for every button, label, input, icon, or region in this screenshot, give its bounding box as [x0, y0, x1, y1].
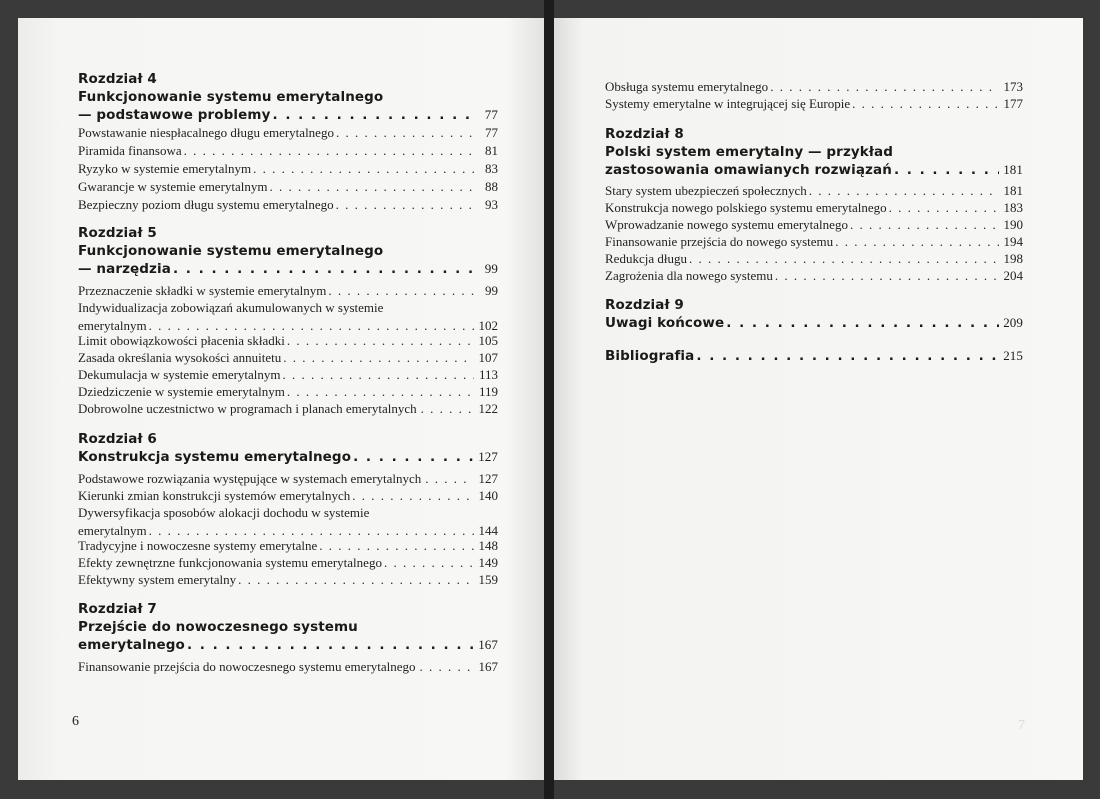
- toc-entry[interactable]: [78, 554, 498, 572]
- toc-entry[interactable]: [605, 95, 1023, 113]
- entry-title-line: Indywidualizacja zobowiązań akumulowanych w systemie: [78, 300, 384, 315]
- entry-page-number: 144: [478, 522, 498, 538]
- entry-title: Dziedziczenie w systemie emerytalnym: [78, 384, 285, 399]
- toc-entry[interactable]: [605, 199, 1023, 217]
- chapter-4-heading[interactable]: [78, 70, 498, 124]
- chapter-title-line: Funkcjonowanie systemu emerytalnego: [78, 243, 384, 259]
- toc-entry[interactable]: [78, 160, 498, 178]
- toc-entry[interactable]: [605, 78, 1023, 96]
- entry-page-number: 77: [485, 125, 498, 140]
- toc-entry[interactable]: [78, 487, 498, 505]
- chapter-label: Rozdział 6: [78, 431, 157, 447]
- entry-title: Redukcja długu: [605, 251, 687, 266]
- chapter-label: Rozdział 4: [78, 71, 157, 87]
- chapter-title-line: Polski system emerytalny — przykład: [605, 144, 893, 160]
- toc-entry[interactable]: [605, 233, 1023, 251]
- entry-page-number: 177: [1003, 96, 1023, 111]
- entry-page-number: 140: [478, 488, 498, 503]
- entry-page-number: 148: [478, 538, 498, 553]
- chapter-page-number: 99: [484, 261, 498, 276]
- toc-entry[interactable]: [78, 299, 498, 334]
- entry-page-number: 149: [478, 555, 498, 570]
- toc-entry[interactable]: [78, 196, 498, 214]
- entry-page-number: 194: [1003, 234, 1023, 249]
- entry-page-number: 190: [1003, 217, 1023, 232]
- toc-entry[interactable]: [78, 658, 498, 676]
- entry-title: Podstawowe rozwiązania występujące w systemach emerytalnych: [78, 471, 422, 486]
- entry-title: Piramida finansowa: [78, 143, 182, 158]
- entry-page-number: 88: [485, 179, 498, 194]
- toc-entry[interactable]: [78, 537, 498, 555]
- chapter-9-heading[interactable]: [605, 296, 1023, 332]
- entry-page-number: 119: [478, 384, 498, 399]
- toc-entry[interactable]: [78, 383, 498, 401]
- entry-title: emerytalnym: [78, 317, 147, 333]
- chapter-title-line: Uwagi końcowe: [605, 315, 725, 331]
- chapter-6-heading[interactable]: [78, 430, 498, 466]
- toc-entry[interactable]: [78, 470, 498, 488]
- entry-page-number: 167: [478, 659, 498, 674]
- book-gutter: [544, 0, 554, 799]
- chapter-title-line: Konstrukcja systemu emerytalnego: [78, 449, 352, 465]
- entry-title: Systemy emerytalne w integrującej się Europie: [605, 96, 851, 111]
- entry-title-line: Dywersyfikacja sposobów alokacji dochodu w systemie: [78, 505, 370, 520]
- chapter-page-number: 77: [484, 107, 498, 122]
- entry-page-number: 159: [478, 572, 498, 587]
- chapter-label: Rozdział 7: [78, 601, 157, 617]
- bibliography-heading[interactable]: [605, 347, 1023, 365]
- entry-title: Finansowanie przejścia do nowoczesnego systemu emerytalnego: [78, 659, 416, 674]
- entry-title: Efekty zewnętrzne funkcjonowania systemu emerytalnego: [78, 555, 382, 570]
- toc-entry[interactable]: [78, 504, 498, 539]
- entry-title: emerytalnym: [78, 522, 147, 538]
- page-number-left: 6: [72, 714, 79, 729]
- entry-page-number: 105: [478, 333, 498, 348]
- chapter-title-line: emerytalnego: [78, 637, 185, 653]
- toc-entry[interactable]: [605, 216, 1023, 234]
- entry-page-number: 183: [1003, 200, 1023, 215]
- entry-page-number: 81: [485, 143, 498, 158]
- entry-title: Finansowanie przejścia do nowego systemu: [605, 234, 834, 249]
- chapter-page-number: 127: [478, 449, 498, 464]
- chapter-title-line: zastosowania omawianych rozwiązań: [605, 162, 892, 178]
- toc-entry[interactable]: [605, 182, 1023, 200]
- entry-page-number: 83: [485, 161, 498, 176]
- entry-title: Bezpieczny poziom długu systemu emerytalnego: [78, 197, 334, 212]
- entry-title: Powstawanie niespłacalnego długu emerytalnego: [78, 125, 334, 140]
- entry-page-number: 198: [1003, 251, 1023, 266]
- entry-title: Stary system ubezpieczeń społecznych: [605, 183, 807, 198]
- toc-entry[interactable]: [78, 124, 498, 142]
- entry-page-number: 99: [485, 283, 498, 298]
- entry-page-number: 181: [1003, 183, 1023, 198]
- entry-title: Gwarancje w systemie emerytalnym: [78, 179, 268, 194]
- chapter-title-line: Funkcjonowanie systemu emerytalnego: [78, 89, 384, 105]
- toc-entry[interactable]: [78, 400, 498, 418]
- entry-title: Obsługa systemu emerytalnego: [605, 79, 769, 94]
- chapter-label: Rozdział 8: [605, 126, 684, 142]
- chapter-title-line: Bibliografia: [605, 348, 695, 364]
- chapter-title-line: — narzędzia: [78, 261, 171, 277]
- entry-title: Zasada określania wysokości annuitetu: [78, 350, 282, 365]
- toc-entry[interactable]: [605, 267, 1023, 285]
- entry-title: Zagrożenia dla nowego systemu: [605, 268, 773, 283]
- entry-title: Tradycyjne i nowoczesne systemy emerytalne: [78, 538, 318, 553]
- entry-title: Efektywny system emerytalny: [78, 572, 237, 587]
- toc-entry[interactable]: [78, 349, 498, 367]
- entry-title: Dekumulacja w systemie emerytalnym: [78, 367, 281, 382]
- chapter-page-number: 215: [1003, 348, 1023, 363]
- entry-page-number: 173: [1003, 79, 1023, 94]
- entry-title: Przeznaczenie składki w systemie emerytalnym: [78, 283, 327, 298]
- entry-page-number: 204: [1003, 268, 1023, 283]
- toc-entry[interactable]: [605, 250, 1023, 268]
- entry-page-number: 127: [478, 471, 498, 486]
- chapter-title-line: — podstawowe problemy: [78, 107, 271, 123]
- chapter-page-number: 167: [478, 637, 498, 652]
- chapter-label: Rozdział 5: [78, 225, 157, 241]
- chapter-title-line: Przejście do nowoczesnego systemu: [78, 619, 358, 635]
- page-number-right: 7: [1018, 718, 1025, 733]
- chapter-page-number: 209: [1003, 315, 1023, 330]
- entry-title: Konstrukcja nowego polskiego systemu emerytalnego: [605, 200, 887, 215]
- toc-entry[interactable]: [78, 571, 498, 589]
- entry-page-number: 122: [478, 401, 498, 416]
- entry-title: Wprowadzanie nowego systemu emerytalnego: [605, 217, 848, 232]
- entry-page-number: 113: [478, 367, 498, 382]
- entry-title: Limit obowiązkowości płacenia składki: [78, 333, 285, 348]
- toc-entry[interactable]: [78, 282, 498, 300]
- entry-page-number: 107: [478, 350, 498, 365]
- entry-title: Dobrowolne uczestnictwo w programach i planach emerytalnych: [78, 401, 417, 416]
- chapter-5-heading[interactable]: [78, 224, 498, 278]
- entry-page-number: 102: [478, 317, 498, 333]
- toc-entry[interactable]: [78, 142, 498, 160]
- toc-entry[interactable]: [78, 332, 498, 350]
- entry-page-number: 93: [485, 197, 498, 212]
- chapter-7-heading[interactable]: [78, 600, 498, 654]
- entry-title: Ryzyko w systemie emerytalnym: [78, 161, 252, 176]
- chapter-8-heading[interactable]: [605, 125, 1023, 179]
- chapter-label: Rozdział 9: [605, 297, 684, 313]
- entry-title: Kierunki zmian konstrukcji systemów emerytalnych: [78, 488, 351, 503]
- chapter-page-number: 181: [1003, 162, 1023, 177]
- toc-entry[interactable]: [78, 366, 498, 384]
- toc-entry[interactable]: [78, 178, 498, 196]
